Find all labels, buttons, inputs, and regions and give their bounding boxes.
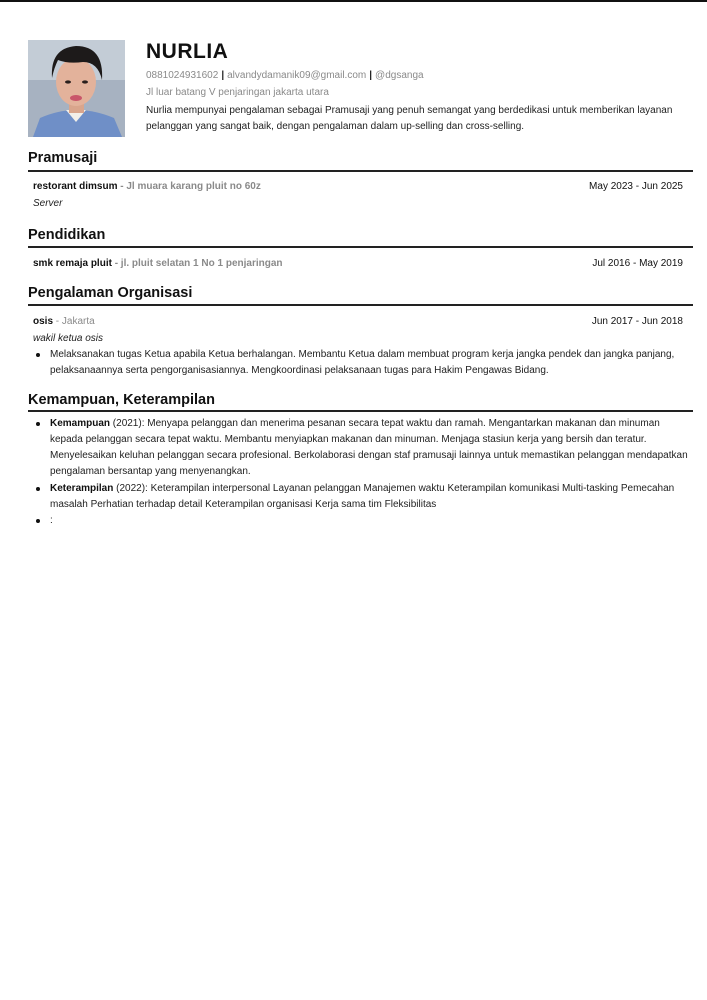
section-divider xyxy=(28,246,693,248)
education-entry xyxy=(33,258,683,269)
list-item xyxy=(33,513,688,529)
section-title-skills: Kemampuan, Keterampilan xyxy=(28,392,215,408)
candidate-name: NURLIA xyxy=(146,40,229,63)
employer-location: - Jl muara karang pluit no 60z xyxy=(120,181,261,192)
skill-year: : xyxy=(50,515,53,526)
school-name: smk remaja pluit xyxy=(33,258,112,269)
employment-dates: May 2023 - Jun 2025 xyxy=(589,181,683,192)
skill-text: Menyapa pelanggan dan menerima pesanan secara tepat waktu dan ramah. Mengantarkan makanan dan minuman kepada pelanggan secara tepat waktu. Membantu menyiapkan makanan dan minuman. Menjaga stasiun kerja yang bersih dan teratur. Menyelesaikan keluhan pelanggan secara profesional. Berkolaborasi dengan staf pramusaji lainnya untuk memastikan pelanggan mendapatkan pengalaman bersantap yang menyenangkan. xyxy=(50,418,688,477)
social-handle: @dgsanga xyxy=(375,70,424,81)
school-location: - jl. pluit selatan 1 No 1 penjaringan xyxy=(114,258,283,269)
profile-photo-image xyxy=(28,40,125,137)
section-divider xyxy=(28,170,693,172)
contact-line xyxy=(146,70,424,81)
section-title-education: Pendidikan xyxy=(28,227,106,243)
profile-summary: Nurlia mempunyai pengalaman sebagai Pramusaji yang penuh semangat yang berdedikasi untuk memberikan layanan pelanggan yang sangat baik, dengan pengalaman dalam up-selling dan cross-selling. xyxy=(146,105,673,132)
section-title-experience: Pramusaji xyxy=(28,150,98,166)
email-address: alvandydamanik09@gmail.com xyxy=(227,70,367,81)
list-item: Melaksanakan tugas Ketua apabila Ketua berhalangan. Membantu Ketua dalam membuat program kerja jangka pendek dan jangka panjang, pelaksanaannya serta pengorganisasiannya. Mengkoordinasi pelaksanaan tugas para Hakim Pengawas Bidang. xyxy=(33,347,688,379)
job-role: Server xyxy=(33,198,63,209)
education-dates: Jul 2016 - May 2019 xyxy=(592,258,683,269)
skill-year: (2022): xyxy=(116,482,148,494)
organization-entry xyxy=(33,316,683,327)
organization-name: osis xyxy=(33,316,54,327)
skill-year: (2021): xyxy=(112,418,145,429)
phone-number: 0881024931602 xyxy=(146,70,219,81)
skills-list xyxy=(33,416,688,530)
experience-entry xyxy=(33,181,683,192)
section-title-organization: Pengalaman Organisasi xyxy=(28,285,193,301)
section-divider xyxy=(28,304,693,306)
contact-separator: | xyxy=(369,70,373,81)
skill-label: Kemampuan xyxy=(50,418,111,429)
organization-dates: Jun 2017 - Jun 2018 xyxy=(591,316,683,327)
list-item xyxy=(33,481,688,513)
skill-text: Keterampilan interpersonal Layanan pelanggan Manajemen waktu Keterampilan komunikasi Multi-tasking Pemecahan masalah Perhatian terhadap detail Keterampilan organisasi Kerja sama tim Fleksibilitas xyxy=(50,482,675,510)
organization-role: wakil ketua osis xyxy=(33,333,104,344)
list-item xyxy=(33,416,688,480)
home-address: Jl luar batang V penjaringan jakarta utara xyxy=(146,87,329,98)
organization-location: - Jakarta xyxy=(55,316,95,327)
employer-name: restorant dimsum xyxy=(33,181,118,192)
contact-separator: | xyxy=(221,70,225,81)
skill-label: Keterampilan xyxy=(50,482,114,494)
section-divider xyxy=(28,410,693,412)
profile-photo xyxy=(28,40,125,137)
organization-duties-list xyxy=(33,347,688,380)
